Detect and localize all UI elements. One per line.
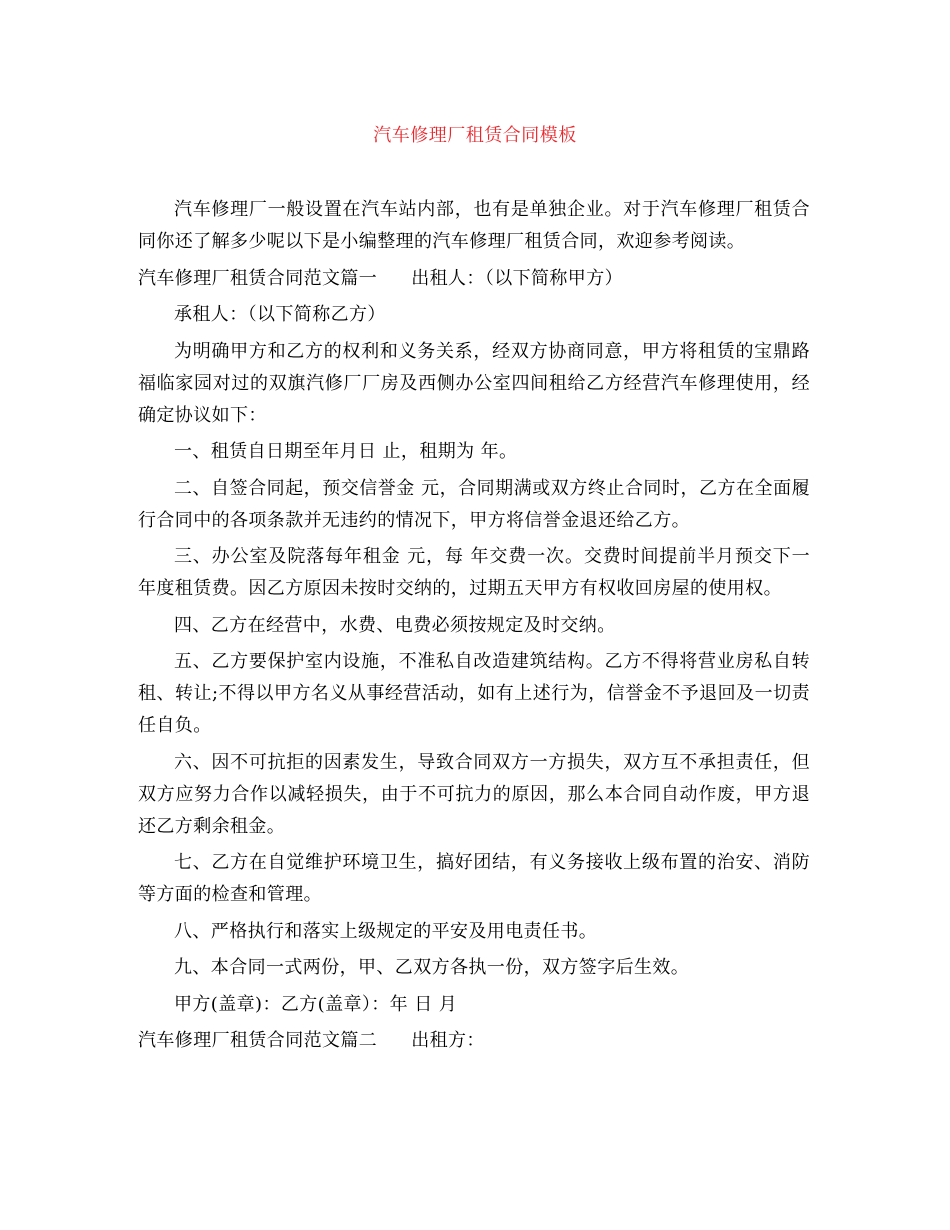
section-1-line [138, 263, 810, 295]
clause-6: 六、因不可抗拒的因素发生，导致合同双方一方损失，双方互不承担责任，但双方应努力合作以减轻损失，由于不可抗力的原因，那么本合同自动作废，甲方退还乙方剩余租金。 [138, 751, 810, 837]
lessee-line: 承租人：（以下简称乙方） [174, 304, 386, 325]
clause-4: 四、乙方在经营中，水费、电费必须按规定及时交纳。 [174, 614, 616, 636]
section-1-heading: 汽车修理厂租赁合同范文篇一 [138, 267, 378, 289]
clause-9: 九、本合同一式两份，甲、乙双方各执一份，双方签字后生效。 [174, 957, 690, 978]
signature-line: 甲方(盖章)：乙方(盖章）：年 日 月 [174, 993, 458, 1015]
section-1-lessor: 出租人：（以下简称甲方） [411, 267, 624, 289]
preamble-paragraph: 为明确甲方和乙方的权利和义务关系，经双方协商同意，甲方将租赁的宝鼎路福临家园对过的双旗汽修厂厂房及西侧办公室四间租给乙方经营汽车修理使用，经确定协议如下： [138, 340, 810, 426]
section-2-line [138, 1025, 810, 1057]
document-body [138, 194, 810, 1062]
clause-1: 一、租赁自日期至年月日 止，租期为 年。 [174, 441, 518, 462]
section-2-heading: 汽车修理厂租赁合同范文篇二 [138, 1030, 378, 1051]
intro-paragraph: 汽车修理厂一般设置在汽车站内部，也有是单独企业。对于汽车修理厂租赁合同你还了解多少呢以下是小编整理的汽车修理厂租赁合同，欢迎参考阅读。 [138, 199, 810, 252]
clause-2: 二、自签合同起，预交信誉金 元，合同期满或双方终止合同时，乙方在全面履行合同中的各项条款并无违约的情况下，甲方将信誉金退还给乙方。 [138, 477, 810, 531]
section-2-lessor: 出租方： [411, 1030, 485, 1051]
document-title: 汽车修理厂租赁合同模板 [373, 125, 577, 146]
clause-7: 七、乙方在自觉维护环境卫生，搞好团结，有义务接收上级布置的治安、消防等方面的检查和管理。 [138, 852, 810, 905]
clause-5: 五、乙方要保护室内设施，不准私自改造建筑结构。乙方不得将营业房私自转租、转让;不得以甲方名义从事经营活动，如有上述行为，信誉金不予退回及一切责任自负。 [138, 651, 810, 736]
clause-8: 八、严格执行和落实上级规定的平安及用电责任书。 [174, 920, 598, 942]
clause-3: 三、办公室及院落每年租金 元，每 年交费一次。交费时间提前半月预交下一年度租赁费。因乙方原因未按时交纳的，过期五天甲方有权收回房屋的使用权。 [138, 546, 810, 599]
